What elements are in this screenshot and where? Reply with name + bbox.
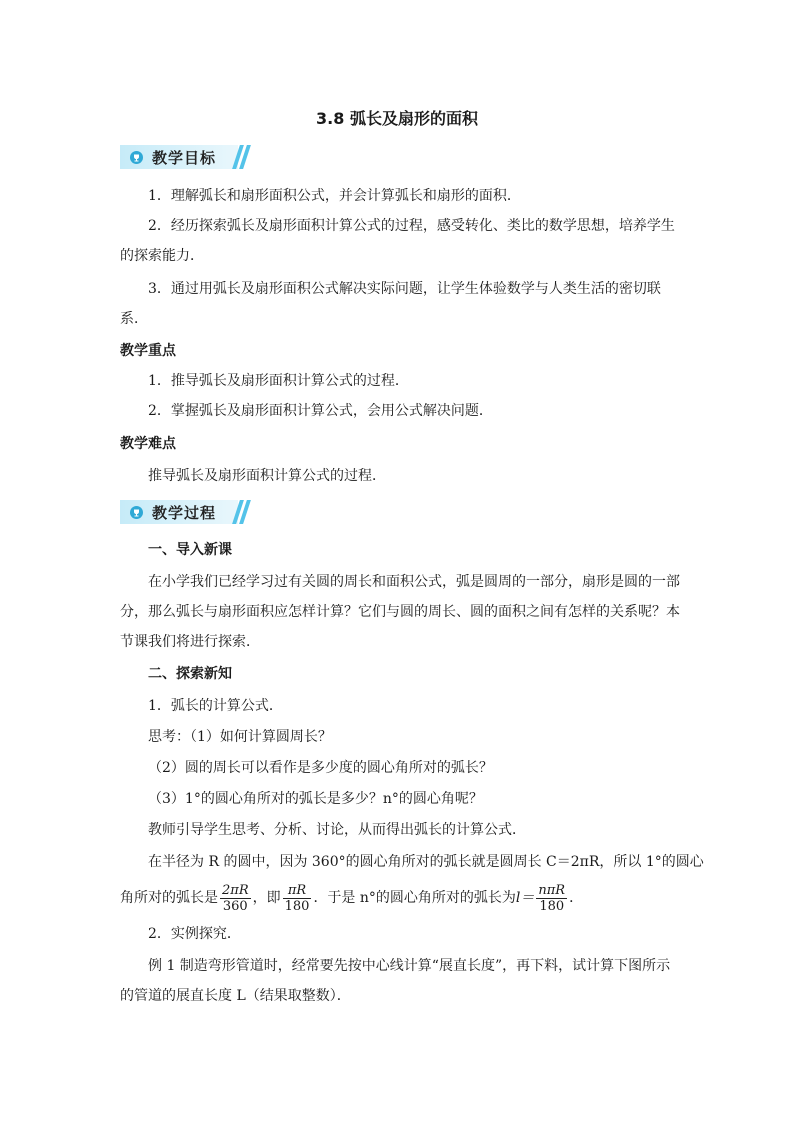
explore-line: 1．弧长的计算公式． <box>148 698 283 714</box>
section-banner-goals <box>120 145 246 169</box>
explore-line: 2．实例探究． <box>148 926 241 942</box>
difficulty-line: 推导弧长及扇形面积计算公式的过程． <box>148 468 386 484</box>
example-line: 的管道的展直长度 L（结果取整数）． <box>120 988 351 1004</box>
goal-line: 的探索能力． <box>120 248 204 264</box>
page-title: 3.8 弧长及扇形的面积 <box>316 109 478 128</box>
banner-label: 教学过程 <box>152 504 217 522</box>
section-heading-explore: 二、探索新知 <box>148 666 232 682</box>
intro-line: 在小学我们已经学习过有关圆的周长和面积公式，弧是圆周的一部分，扇形是圆的一部 <box>148 574 680 590</box>
trophy-icon <box>130 506 143 519</box>
formula-line: 角所对的弧长是 $\frac{2\pi R}{360}$ ，即 $\frac{\pi R}{180}$ ．于是 n°的圆心角所对的弧长为l＝ $\frac{\text{nπR}}{180}$ ． <box>120 882 584 914</box>
difficulty-heading: 教学难点 <box>120 436 176 452</box>
explore-line: 思考：（1）如何计算圆周长？ <box>148 729 332 745</box>
section-heading-intro: 一、导入新课 <box>148 542 232 558</box>
key-points-heading: 教学重点 <box>120 343 176 359</box>
explore-line: 在半径为 R 的圆中，因为 360°的圆心角所对的弧长就是圆周长 C＝2πR，所以 1°的圆心 <box>148 854 704 870</box>
intro-line: 节课我们将进行探索． <box>120 634 260 650</box>
intro-line: 分，那么弧长与扇形面积应怎样计算？它们与圆的周长、圆的面积之间有怎样的关系呢？本 <box>120 604 680 620</box>
goal-line: 系． <box>120 311 148 327</box>
goal-line: 1．理解弧长和扇形面积公式，并会计算弧长和扇形的面积． <box>148 188 521 204</box>
explore-line: 教师引导学生思考、分析、讨论，从而得出弧长的计算公式． <box>148 822 526 838</box>
key-point-line: 2．掌握弧长及扇形面积计算公式，会用公式解决问题． <box>148 403 493 419</box>
fraction-2pir-360: $\frac{2\pi R}{360}$ <box>222 882 249 914</box>
example-line: 例 1 制造弯形管道时，经常要先按中心线计算“展直长度”，再下料，试计算下图所示 <box>148 958 671 974</box>
section-banner-process <box>120 500 246 524</box>
goal-line: 2．经历探索弧长及扇形面积计算公式的过程，感受转化、类比的数学思想，培养学生 <box>148 218 675 234</box>
explore-line: （3）1°的圆心角所对的弧长是多少？n°的圆心角呢？ <box>148 791 483 807</box>
banner-label: 教学目标 <box>152 149 217 167</box>
key-point-line: 1．推导弧长及扇形面积计算公式的过程． <box>148 373 409 389</box>
fraction-npir-180: $\frac{\text{nπR}}{180}$ <box>538 882 566 914</box>
fraction-pir-180: $\frac{\pi R}{180}$ <box>284 882 310 914</box>
trophy-icon <box>130 151 143 164</box>
goal-line: 3．通过用弧长及扇形面积公式解决实际问题，让学生体验数学与人类生活的密切联 <box>148 281 661 297</box>
explore-line: （2）圆的周长可以看作是多少度的圆心角所对的弧长？ <box>148 760 493 776</box>
